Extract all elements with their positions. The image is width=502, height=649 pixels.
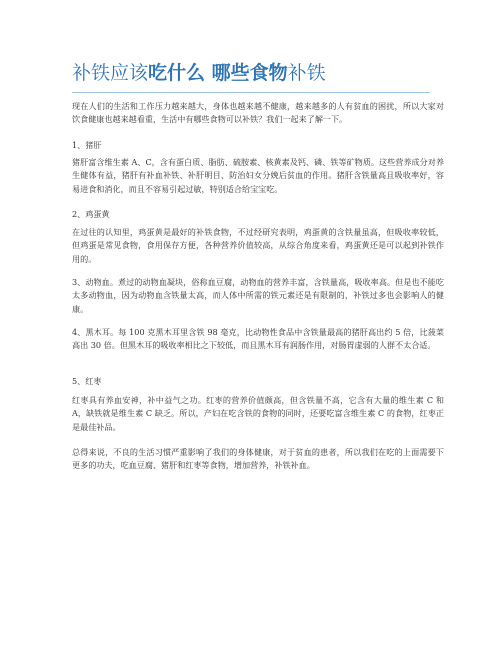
intro-paragraph: 现在人们的生活和工作压力越来越大，身体也越来越不健康，越来越多的人有贫血的困扰，所以大家对饮食健康也越来越看重，生活中有哪些食物可以补铁？我们一起来了解一下。 — [72, 101, 444, 125]
section-body-animal-blood: 3、动物血。煮过的动物血凝块，俗称血豆腐，动物血的营养丰富，含铁量高，吸收率高。但是也不能吃太多动物血，因为动物血含铁量太高，而人体中所需的铁元素还是有限制的，补铁过多也会影响人的健康。 — [72, 277, 444, 314]
section-heading-jujube: 5、红枣 — [72, 376, 102, 386]
section-body-liver: 猪肝富含维生素 A、C，含有蛋白质、脂肪、硫胺素、核黄素及钙、磷、铁等矿物质。这些营养成分对养生健体有益，猪肝有补血补铁、补肝明目、防治妇女分娩后贫血的作用。猪肝含铁量高且吸收率好，容易进食和消化，而且不容易引起过敏，特别适合给宝宝吃。 — [72, 157, 444, 194]
title-part-2: 吃什么 哪些食物 — [148, 62, 288, 84]
section-body-egg-yolk: 在过往的认知里，鸡蛋黄是最好的补铁食物，不过经研究表明，鸡蛋黄的含铁量虽高，但吸收率较低，但鸡蛋是常见食物，食用保存方便，各种营养价值较高，从综合角度来看，鸡蛋黄还是可以起到补铁作用的。 — [72, 227, 444, 264]
title-part-3: 补铁 — [287, 62, 326, 84]
page-title — [72, 60, 442, 86]
section-body-black-fungus: 4、黑木耳。每 100 克黑木耳里含铁 98 毫克，比动物性食品中含铁量最高的猪肝高出约 5 倍，比菠菜高出 30 倍。但黑木耳的吸收率相比之下较低，而且黑木耳有润肠作用，对肠胃虚弱的人群不太合适。 — [72, 327, 444, 351]
conclusion-paragraph: 总得来说，不良的生活习惯严重影响了我们的身体健康，对于贫血的患者，所以我们在吃的上面需要下更多的功夫，吃血豆腐、猪肝和红枣等食物，增加营养，补铁补血。 — [72, 447, 444, 471]
section-heading-egg-yolk: 2、鸡蛋黄 — [72, 209, 110, 219]
section-body-jujube: 红枣具有养血安神，补中益气之功。红枣的营养价值颇高，但含铁量不高，它含有大量的维生素 C 和 A，缺铁就是维生素 C 缺乏。所以，产妇在吃含铁的食物的同时，还要吃富含维生素 C 的食物，红枣正是最佳补品。 — [72, 395, 444, 432]
title-divider — [72, 92, 430, 93]
title-part-1: 补铁应该 — [72, 62, 149, 84]
section-heading-liver: 1、猪肝 — [72, 140, 102, 150]
